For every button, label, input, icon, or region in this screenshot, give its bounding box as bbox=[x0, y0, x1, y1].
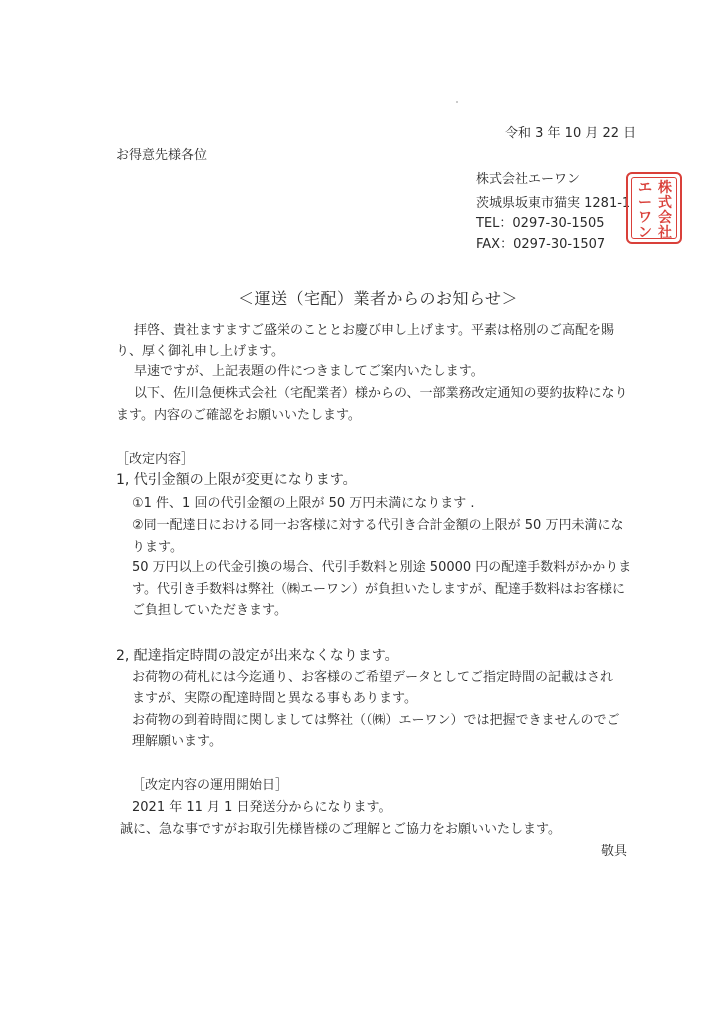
intro-line: ます。内容のご確認をお願いいたします。 bbox=[116, 408, 361, 423]
notice-title: ＜運送（宅配）業者からのお知らせ＞ bbox=[238, 289, 519, 308]
seal-char: 会 bbox=[658, 210, 672, 226]
closing-line: 誠に、急な事ですがお取引先様皆様のご理解とご協力をお願いいたします。 bbox=[120, 822, 561, 837]
company-fax: FAX：0297-30-1507 bbox=[476, 237, 606, 252]
intro-line: 以下、佐川急便株式会社（宅配業者）様からの、一部業務改定通知の要約抜粋になり bbox=[134, 386, 628, 401]
item2-line: ますが、実際の配達時間と異なる事もあります。 bbox=[132, 691, 417, 706]
item2-heading: 2, 配達指定時間の設定が出来なくなります。 bbox=[116, 648, 399, 664]
signoff: 敬具 bbox=[601, 844, 628, 859]
item2-line: 理解願います。 bbox=[132, 734, 222, 749]
item1-line: す。代引き手数料は弊社（㈱エーワン）が負担いたしますが、配達手数料はお客様に bbox=[132, 582, 625, 597]
item1-line: ります。 bbox=[132, 540, 183, 555]
seal-char: ン bbox=[638, 225, 652, 241]
document-date: 令和 3 年 10 月 22 日 bbox=[505, 126, 637, 141]
item1-line: ①1 件、1 回の代引金額の上限が 50 万円未満になります . bbox=[132, 496, 475, 511]
item1-heading: 1, 代引金額の上限が変更になります。 bbox=[116, 472, 357, 488]
seal-char: 式 bbox=[658, 195, 672, 211]
intro-line: 早速ですが、上記表題の件につきましてご案内いたします。 bbox=[134, 364, 484, 379]
seal-char: ー bbox=[638, 195, 652, 211]
start-date-label: ［改定内容の運用開始日］ bbox=[132, 778, 289, 793]
seal-char: ワ bbox=[638, 210, 652, 226]
item1-line: ②同一配達日における同一お客様に対する代引き合計金額の上限が 50 万円未満にな bbox=[132, 518, 624, 533]
item2-line: お荷物の荷札には今迄通り、お客様のご希望データとしてご指定時間の記載はされ bbox=[132, 670, 614, 685]
section-label: ［改定内容］ bbox=[116, 452, 195, 467]
intro-line: 拝啓、貴社ますますご盛栄のこととお慶び申し上げます。平素は格別のご高配を賜 bbox=[134, 323, 614, 338]
scan-speck bbox=[456, 101, 458, 103]
company-tel: TEL：0297-30-1505 bbox=[476, 216, 605, 231]
intro-line: り、厚く御礼申し上げます。 bbox=[116, 344, 284, 359]
item2-line: お荷物の到着時間に関しましては弊社（（㈱）エーワン）では把握できませんのでご bbox=[132, 713, 620, 728]
item1-line: ご負担していただきます。 bbox=[132, 603, 287, 618]
start-date-text: 2021 年 11 月 1 日発送分からになります。 bbox=[132, 800, 392, 815]
item1-line: 50 万円以上の代金引換の場合、代引手数料と別途 50000 円の配達手数料がかかりま bbox=[132, 560, 632, 575]
seal-char: 社 bbox=[658, 225, 672, 241]
addressee: お得意先様各位 bbox=[116, 148, 208, 163]
company-seal bbox=[626, 172, 682, 244]
company-address: 茨城県坂東市猫実 1281-1 bbox=[476, 196, 631, 211]
seal-char: エ bbox=[638, 180, 652, 196]
company-name: 株式会社エーワン bbox=[476, 172, 581, 187]
seal-char: 株 bbox=[658, 180, 672, 196]
